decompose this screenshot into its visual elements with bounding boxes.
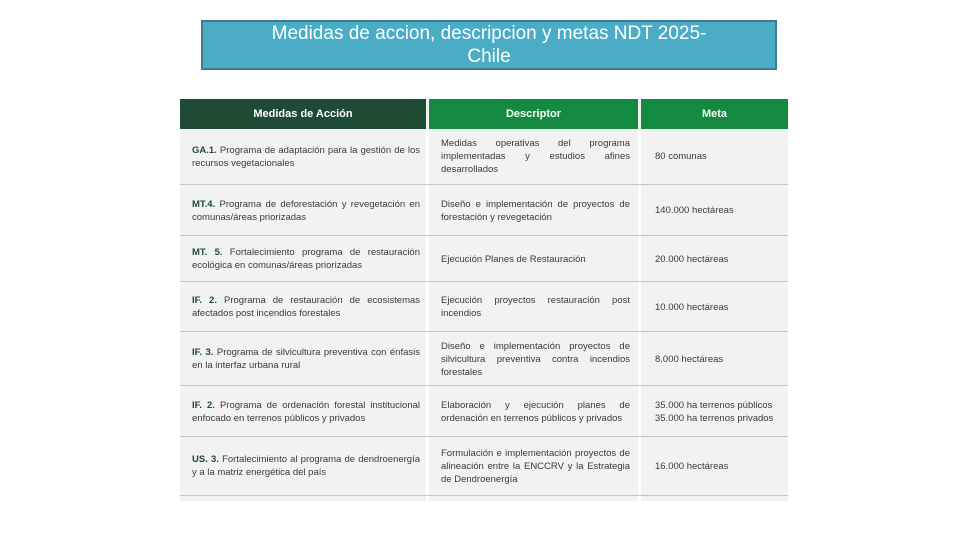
meta-value: 35.000 ha terrenos públicos: [655, 399, 773, 411]
medida-text: Programa de ordenación forestal institucional enfocado en terrenos públicos y privados: [192, 399, 421, 424]
meta-cell: [655, 386, 785, 437]
medida-code: MT.4.: [192, 198, 216, 210]
descriptor-text: Formulación e implementación proyectos de alineación entre la ENCCRV y la Estrategia de Dendroenergía: [441, 447, 630, 485]
meta-value: 80 comunas: [655, 151, 707, 162]
meta-cell: [655, 129, 785, 184]
medida-text: Fortalecimiento al programa de dendroenergía y a la matriz energética del país: [192, 454, 421, 478]
meta-cell: [655, 236, 785, 282]
descriptor-text: Diseño e implementación de proyectos de forestación y revegetación: [441, 198, 630, 223]
medida-text: Programa de deforestación y revegetación en comunas/áreas priorizadas: [192, 198, 420, 223]
header-medidas: Medidas de Acción: [180, 99, 426, 129]
medida-cell: [192, 437, 420, 495]
descriptor-text: Diseño e implementación proyectos de silvicultura preventiva contra incendios forestales: [441, 340, 630, 378]
meta-cell: [655, 332, 785, 386]
meta-value: 8.000 hectáreas: [655, 353, 724, 365]
table-row: [180, 184, 788, 236]
table-row: [180, 129, 788, 184]
meta-cell: [655, 185, 785, 236]
descriptor-text: Medidas operativas del programa implementadas y estudios afines desarrollados: [441, 138, 630, 175]
table-row: [180, 436, 788, 496]
medida-cell: [192, 185, 420, 236]
medida-code: IF. 2.: [192, 295, 217, 306]
descriptor-cell: [441, 437, 630, 495]
page-title: Medidas de accion, descripcion y metas NDT 2025-Chile: [271, 23, 707, 67]
descriptor-text: Ejecución proyectos restauración post incendios: [441, 295, 630, 319]
header-meta: Meta: [641, 99, 788, 129]
measures-table: [180, 99, 788, 501]
medida-text: Fortalecimiento programa de restauración ecológica en comunas/áreas priorizadas: [192, 247, 420, 271]
descriptor-cell: [441, 129, 630, 184]
header-descriptor: Descriptor: [429, 99, 638, 129]
table-row: [180, 281, 788, 332]
descriptor-cell: [441, 332, 630, 386]
medida-cell: [192, 386, 420, 437]
descriptor-cell: [441, 282, 630, 332]
descriptor-text: Elaboración y ejecución planes de ordenación en terrenos públicos y privados: [441, 399, 630, 424]
table-row: [180, 331, 788, 386]
medida-cell: [192, 332, 420, 386]
meta-cell: [655, 437, 785, 495]
medida-cell: [192, 236, 420, 282]
descriptor-cell: [441, 236, 630, 282]
descriptor-cell: [441, 386, 630, 437]
meta-value: 16.000 hectáreas: [655, 460, 729, 472]
medida-text: Programa de adaptación para la gestión de los recursos vegetacionales: [192, 144, 421, 169]
medida-code: MT. 5.: [192, 247, 223, 258]
medida-code: GA.1.: [192, 144, 217, 156]
medida-code: IF. 2.: [192, 399, 215, 411]
medida-cell: [192, 129, 420, 184]
medida-text: Programa de silvicultura preventiva con énfasis en la interfaz urbana rural: [192, 347, 420, 371]
medida-code: IF. 3.: [192, 347, 214, 358]
medida-text: Programa de restauración de ecosistemas afectados post incendios forestales: [192, 295, 421, 319]
meta-cell: [655, 282, 785, 332]
medida-code: US. 3.: [192, 454, 219, 465]
descriptor-text: Ejecución Planes de Restauración: [441, 253, 586, 265]
table-row: [180, 385, 788, 437]
title-banner: [201, 20, 777, 70]
medida-cell: [192, 282, 420, 332]
meta-value: 140.000 hectáreas: [655, 205, 734, 216]
table-row: [180, 235, 788, 282]
descriptor-cell: [441, 185, 630, 236]
meta-value: 20.000 hectáreas: [655, 253, 729, 265]
meta-value: 35.000 ha terrenos privados: [655, 412, 774, 424]
meta-value: 10.000 hectáreas: [655, 301, 729, 313]
